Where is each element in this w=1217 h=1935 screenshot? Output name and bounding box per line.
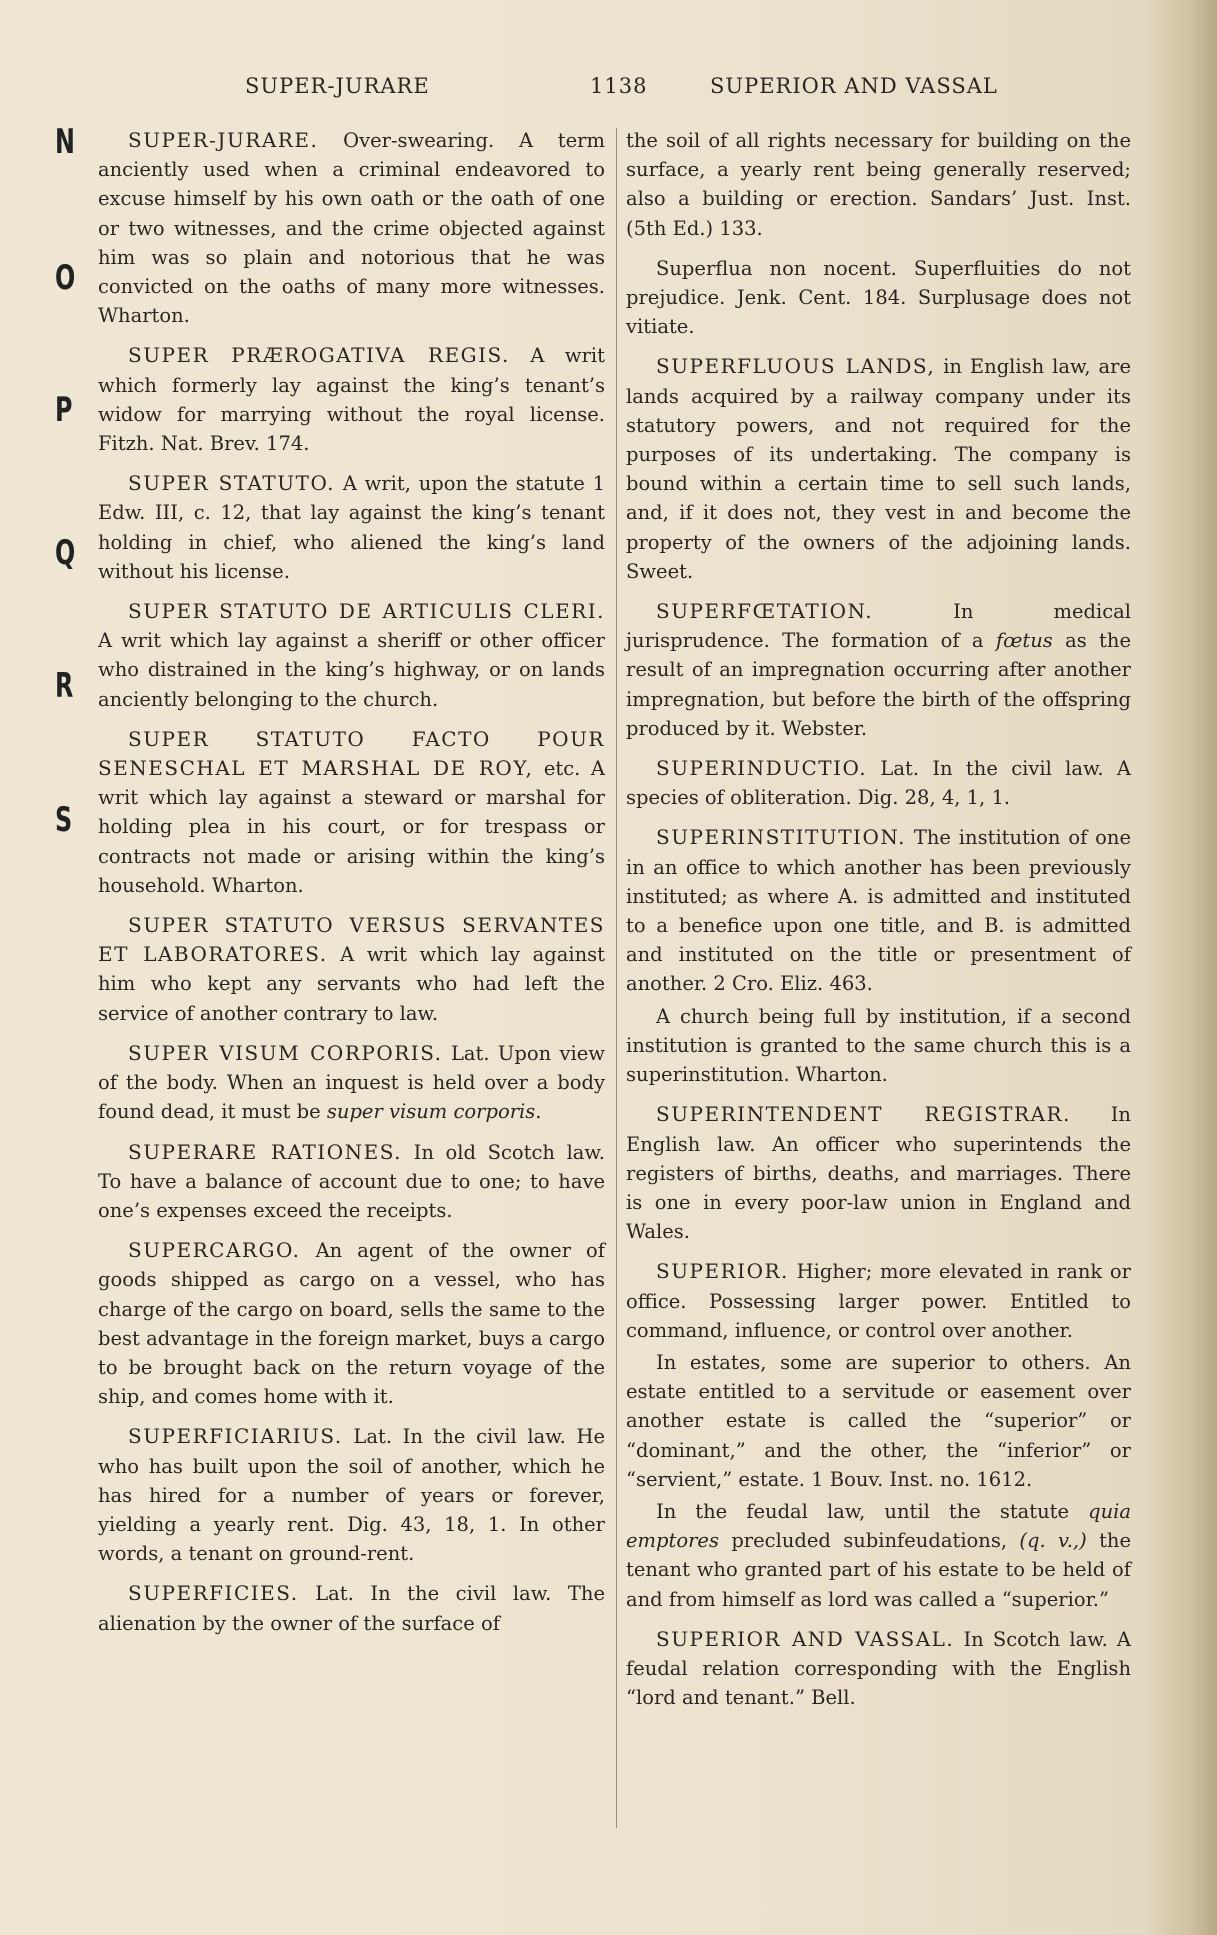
entry-definition: etc. A writ which lay against a steward or marshal for holding plea in his court, or for trespass or contracts not made or arising within the king’s household. Wharton. (98, 757, 605, 897)
dictionary-entry (98, 341, 605, 458)
dictionary-entry (98, 1039, 605, 1127)
entry-paragraph: In estates, some are superior to others. An estate entitled to a servitude or easement over another estate is called the “superior” or “dominant,” and the other, the “inferior” or “servient,” estate. 1 Bouv. Inst. no. 1612. (626, 1350, 1131, 1491)
entry-definition: A writ which formerly lay against the king’s tenant’s widow for marrying without the royal license. Fitzh. Nat. Brev. 174. (98, 344, 605, 456)
dictionary-entry (626, 597, 1131, 743)
entry-definition: A writ which lay against a sheriff or other officer who distrained in the king’s highway, or on lands anciently belonging to the church. (98, 629, 605, 711)
entry-definition: A writ, upon the statute 1 Edw. III, c. 12, that lay against the king’s tenant holding in chief, who aliened the king’s land without his license. (98, 472, 605, 583)
entry-headword: SUPERINTENDENT REGISTRAR. (656, 1102, 1071, 1127)
thumb-index-letter: P (55, 390, 73, 430)
dictionary-entry (98, 911, 605, 1028)
thumb-index-letter: Q (55, 533, 76, 573)
entry-headword: SUPERINDUCTIO. (656, 756, 868, 781)
paragraph-text: precluded subinfeudations, (731, 1529, 1008, 1553)
entry-paragraph (626, 1497, 1131, 1614)
dictionary-entry (98, 126, 605, 330)
entry-definition: in English law, are lands acquired by a railway company under its statutory powers, and not required for the purposes of its undertaking. The company is bound within a certain time to sell such lands, and, if it does not, they vest in and become the property of the owners of the adjoining lands. Sweet. (626, 355, 1132, 583)
maxim-headword: Superflua non nocent. (656, 256, 897, 280)
entry-definition: In Scotch law. A feudal relation corresponding with the English “lord and tenant.” Bell. (626, 1627, 1131, 1710)
dictionary-entry (98, 1138, 605, 1226)
entry-headword: SUPERIOR AND VASSAL. (656, 1626, 955, 1651)
page-number: 1138 (590, 74, 648, 98)
dictionary-entry (626, 352, 1131, 586)
dictionary-entry (98, 725, 605, 900)
entry-definition: Over-swearing. A term anciently used when a criminal endeavored to excuse himself by his own oath or the oath of one or two witnesses, and the crime objected against him was so plain and notorious that he was convicted on the oaths of many more witnesses. Wharton. (98, 129, 605, 328)
entry-headword: SUPERARE RATIONES. (128, 1139, 403, 1164)
left-column (98, 126, 605, 1649)
dictionary-entry (626, 1625, 1131, 1713)
entry-headword: SUPERFICIARIUS. (128, 1424, 343, 1449)
thumb-index-letter: S (55, 800, 73, 840)
header-left-guide-word: SUPER-JURARE (245, 74, 430, 98)
entry-headword: SUPER PRÆROGATIVA REGIS. (128, 343, 510, 368)
paragraph-text: In the feudal law, until the statute (656, 1499, 1070, 1523)
entry-headword: SUPER-JURARE. (128, 128, 319, 152)
thumb-index-letter: O (55, 258, 76, 298)
entry-italic-term: fœtus (995, 629, 1053, 653)
dictionary-entry (626, 1100, 1131, 1246)
thumb-index-letter: R (55, 666, 74, 706)
entry-headword: SUPER STATUTO DE ARTICULIS CLERI. (128, 599, 605, 624)
dictionary-entry (98, 597, 605, 714)
header-right-guide-word: SUPERIOR AND VASSAL (710, 74, 998, 98)
entry-definition: Higher; more elevated in rank or office. Possessing larger power. Entitled to command, influence, or control over another. (626, 1260, 1131, 1342)
dictionary-entry (626, 754, 1131, 812)
entry-headword: SUPERCARGO. (128, 1238, 301, 1263)
thumb-index-letter: N (55, 122, 75, 162)
maxim-definition: Superfluities do not prejudice. Jenk. Cent. 184. Surplusage does not vitiate. (626, 256, 1131, 339)
entry-paragraph: A church being full by institution, if a second institution is granted to the same church this is a superinstitution. Wharton. (626, 1004, 1131, 1087)
dictionary-entry (626, 1257, 1131, 1345)
entry-definition: Lat. In the civil law. A species of obliteration. Dig. 28, 4, 1, 1. (626, 757, 1132, 810)
entry-definition: A writ which lay against him who kept any servants who had left the service of another contrary to law. (98, 943, 605, 1025)
entry-headword: SUPER VISUM CORPORIS. (128, 1040, 443, 1065)
dictionary-entry (98, 1236, 605, 1411)
right-column (626, 126, 1131, 1723)
entry-headword: SUPERFICIES. (128, 1581, 299, 1606)
entry-definition: Lat. In the civil law. The alienation by the owner of the surface of (98, 1582, 605, 1635)
column-divider (616, 128, 617, 1828)
running-header (245, 74, 1045, 104)
maxim-entry (626, 254, 1131, 342)
entry-definition: Lat. In the civil law. He who has built upon the soil of another, which he has hired for a number of years or forever, yielding a yearly rent. Dig. 43, 18, 1. In other words, a tenant on ground-rent. (98, 1425, 605, 1566)
entry-headword: SUPERFŒTATION. (656, 599, 874, 624)
entry-headword: SUPERFLUOUS LANDS, (656, 354, 936, 379)
dictionary-entry (98, 469, 605, 586)
entry-headword: SUPERIOR. (656, 1259, 789, 1284)
entry-italic-term: (q. v.,) (1019, 1529, 1087, 1553)
entry-tail: . (535, 1100, 542, 1124)
entry-italic-term: quia emptores (626, 1499, 1131, 1553)
entry-definition: In English law. An officer who superintends the registers of births, deaths, and marriages. There is one in every poor-law union in England and Wales. (626, 1103, 1131, 1244)
dictionary-entry (98, 1422, 605, 1568)
entry-definition: The institution of one in an office to which another has been previously instituted; as where A. is admitted and instituted to a benefice upon one title, and B. is admitted and instituted on the title or presentment of another. 2 Cro. Eliz. 463. (626, 826, 1132, 996)
entry-definition: In old Scotch law. To have a balance of account due to one; to have one’s expenses exceed the receipts. (98, 1140, 606, 1222)
entry-definition: Lat. Upon view of the body. When an inquest is held over a body found dead, it must be (98, 1041, 606, 1124)
entry-definition: as the result of an impregnation occurring after another impregnation, but before the birth of the offspring produced by it. Webster. (626, 629, 1131, 740)
entry-headword: SUPERINSTITUTION. (656, 825, 906, 850)
entry-definition-start: In medical jurisprudence. The formation of a (626, 600, 1131, 653)
paragraph-text: the tenant who granted part of his estate to be held of and from himself as lord was called a “superior.” (626, 1529, 1132, 1611)
dictionary-entry (626, 823, 1131, 998)
entry-definition: An agent of the owner of goods shipped as cargo on a vessel, who has charge of the cargo on board, sells the same to the best advantage in the foreign market, buys a cargo to be brought back on the return voyage of the ship, and comes home with it. (98, 1239, 605, 1409)
dictionary-entry (98, 1579, 605, 1637)
entry-headword: SUPER STATUTO VERSUS SERVANTES ET LABORATORES. (98, 913, 605, 967)
entry-headword: SUPER STATUTO. (128, 471, 336, 496)
entry-italic-term: super visum corporis (326, 1100, 536, 1124)
continued-text: the soil of all rights necessary for building on the surface, a yearly rent being generally reserved; also a building or erection. Sandars’ Just. Inst. (5th Ed.) 133. (626, 129, 1131, 240)
entry-headword: SUPER STATUTO FACTO POUR SENESCHAL ET MARSHAL DE ROY, (98, 726, 605, 781)
